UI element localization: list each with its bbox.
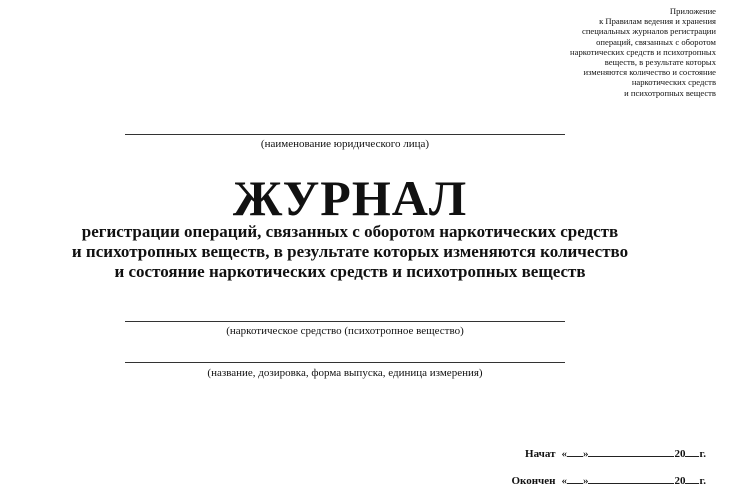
start-month-blank [588, 447, 674, 457]
appendix-line: Приложение [669, 6, 716, 16]
journal-title: ЖУРНАЛ [232, 170, 468, 226]
end-day-blank [567, 474, 583, 484]
appendix-line: к Правилам ведения и хранения [599, 16, 716, 27]
start-year-blank [685, 447, 699, 457]
start-date-label: Начат [525, 448, 556, 460]
start-year-prefix: 20 [674, 448, 686, 460]
end-year-blank [685, 474, 699, 484]
end-close-quote: » [582, 475, 589, 487]
subtitle-line: и психотропных веществ, в результате которых изменяются количество [71, 242, 629, 261]
start-date-row [525, 447, 706, 460]
end-year-suffix: г. [699, 475, 706, 487]
start-day-blank [567, 447, 583, 457]
appendix-line: веществ, в результате которых [604, 57, 716, 68]
end-year-prefix: 20 [674, 475, 686, 487]
end-date-row [511, 474, 706, 487]
appendix-note [526, 6, 716, 98]
start-year-suffix: г. [699, 448, 706, 460]
end-month-blank [588, 474, 674, 484]
legal-entity-caption: (наименование юридического лица) [260, 138, 430, 150]
details-line [125, 362, 565, 363]
substance-caption: (наркотическое средство (психотропное вещество) [226, 325, 464, 337]
appendix-line: операций, связанных с оборотом [596, 36, 716, 47]
appendix-line: наркотических средств и психотропных [570, 46, 716, 57]
appendix-line: наркотических средств [631, 77, 716, 88]
appendix-line: изменяются количество и состояние [583, 67, 716, 78]
end-open-quote: « [561, 475, 567, 487]
subtitle-line: и состояние наркотических средств и психотропных веществ [114, 262, 586, 281]
substance-line [125, 321, 565, 322]
end-date-label: Окончен [511, 475, 556, 487]
appendix-line: специальных журналов регистрации [582, 26, 716, 37]
legal-entity-line [125, 134, 565, 135]
journal-subtitle [0, 222, 700, 282]
subtitle-line: регистрации операций, связанных с оборотом наркотических средств [81, 222, 619, 241]
start-open-quote: « [561, 448, 567, 460]
start-close-quote: » [582, 448, 589, 460]
appendix-line: и психотропных веществ [624, 87, 716, 98]
details-caption: (название, дозировка, форма выпуска, единица измерения) [207, 367, 483, 379]
